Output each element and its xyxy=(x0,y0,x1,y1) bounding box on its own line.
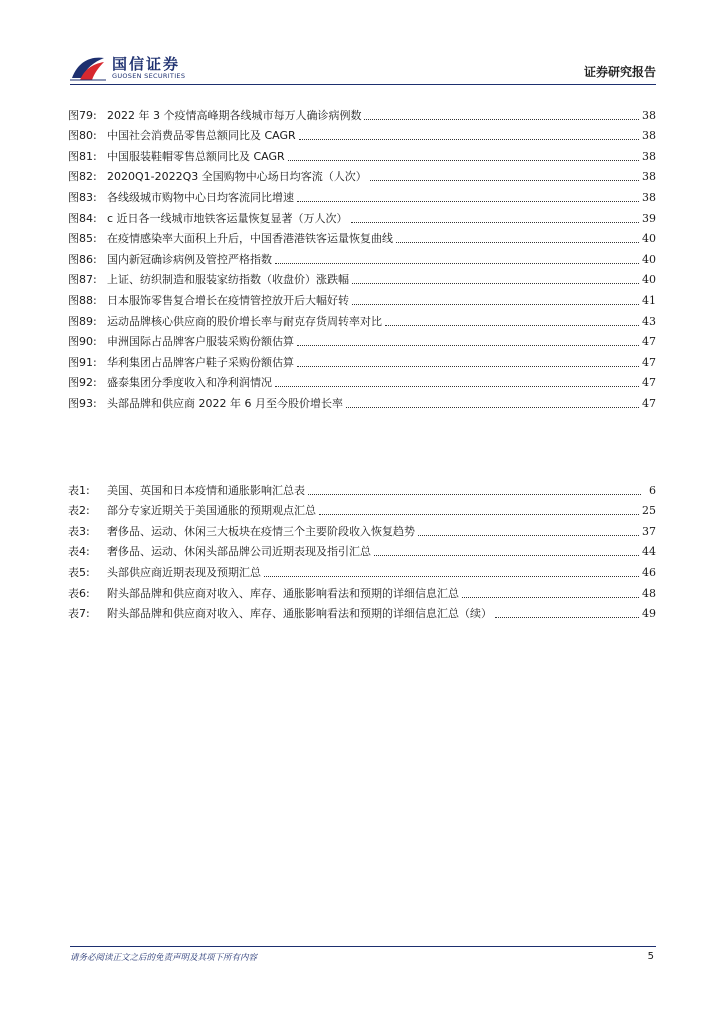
toc-entry-title: 在疫情感染率大面积上升后，中国香港港铁客运量恢复曲线 xyxy=(107,232,393,246)
header-divider xyxy=(70,84,656,85)
toc-entry-page: 47 xyxy=(642,355,656,369)
toc-entry-label: 图80: xyxy=(68,129,97,143)
figure-index xyxy=(68,102,656,411)
toc-entry-title: c 近日各一线城市地铁客运量恢复显著（万人次） xyxy=(107,211,348,225)
toc-entry-page: 38 xyxy=(642,129,656,143)
toc-entry-page: 40 xyxy=(642,252,656,266)
figure-toc-row[interactable] xyxy=(68,267,656,288)
toc-entry-title: 中国服装鞋帽零售总额同比及 CAGR xyxy=(107,149,285,163)
toc-entry-title: 附头部品牌和供应商对收入、库存、通胀影响看法和预期的详细信息汇总 xyxy=(107,586,459,600)
toc-leader-dots xyxy=(352,304,639,305)
table-toc-row[interactable] xyxy=(68,559,656,580)
toc-entry-title: 部分专家近期关于美国通胀的预期观点汇总 xyxy=(107,504,316,518)
figure-toc-row[interactable] xyxy=(68,287,656,308)
toc-leader-dots xyxy=(396,242,639,243)
figure-toc-row[interactable] xyxy=(68,102,656,123)
toc-leader-dots xyxy=(275,386,639,387)
toc-entry-label: 表3: xyxy=(68,524,90,538)
toc-leader-dots xyxy=(297,201,639,202)
toc-entry-title: 国内新冠确诊病例及管控严格指数 xyxy=(107,252,272,266)
toc-entry-title: 申洲国际占品牌客户服装采购份额估算 xyxy=(107,335,294,349)
logo-name-cn: 国信证券 xyxy=(112,55,181,73)
toc-leader-dots xyxy=(364,119,639,120)
figure-toc-row[interactable] xyxy=(68,164,656,185)
toc-entry-page: 40 xyxy=(642,232,656,246)
logo-name-en: GUOSEN SECURITIES xyxy=(112,72,186,80)
toc-entry-title: 各线级城市购物中心日均客流同比增速 xyxy=(107,190,294,204)
toc-entry-title: 头部供应商近期表现及预期汇总 xyxy=(107,565,261,579)
toc-entry-label: 图83: xyxy=(68,190,97,204)
toc-entry-label: 图85: xyxy=(68,232,97,246)
table-index xyxy=(68,477,656,621)
toc-entry-page: 6 xyxy=(649,483,656,497)
toc-entry-label: 表4: xyxy=(68,545,90,559)
toc-leader-dots xyxy=(297,366,639,367)
figure-toc-row[interactable] xyxy=(68,349,656,370)
toc-entry-page: 38 xyxy=(642,170,656,184)
toc-leader-dots xyxy=(462,597,639,598)
document-type-label: 证券研究报告 xyxy=(583,65,656,79)
page-number: 5 xyxy=(647,951,654,962)
toc-entry-title: 美国、英国和日本疫情和通胀影响汇总表 xyxy=(107,483,305,497)
toc-entry-title: 华利集团占品牌客户鞋子采购份额估算 xyxy=(107,355,294,369)
toc-leader-dots xyxy=(418,535,639,536)
toc-leader-dots xyxy=(374,555,639,556)
toc-entry-page: 44 xyxy=(642,545,656,559)
toc-entry-page: 40 xyxy=(642,273,656,287)
table-toc-row[interactable] xyxy=(68,539,656,560)
toc-leader-dots xyxy=(288,160,639,161)
toc-leader-dots xyxy=(370,180,639,181)
toc-entry-page: 39 xyxy=(642,211,656,225)
toc-entry-title: 2020Q1-2022Q3 全国购物中心场日均客流（人次） xyxy=(107,170,367,184)
figure-toc-row[interactable] xyxy=(68,390,656,411)
toc-entry-page: 38 xyxy=(642,149,656,163)
figure-toc-row[interactable] xyxy=(68,226,656,247)
toc-entry-page: 47 xyxy=(642,335,656,349)
toc-entry-title: 奢侈品、运动、休闲头部品牌公司近期表现及指引汇总 xyxy=(107,545,371,559)
toc-entry-title: 运动品牌核心供应商的股价增长率与耐克存货周转率对比 xyxy=(107,314,382,328)
guosen-logo-icon xyxy=(70,52,106,82)
toc-entry-label: 图92: xyxy=(68,376,97,390)
toc-entry-label: 图93: xyxy=(68,396,97,410)
toc-entry-label: 表6: xyxy=(68,586,90,600)
toc-entry-title: 附头部品牌和供应商对收入、库存、通胀影响看法和预期的详细信息汇总（续） xyxy=(107,607,492,621)
toc-leader-dots xyxy=(264,576,639,577)
toc-leader-dots xyxy=(308,494,641,495)
figure-toc-row[interactable] xyxy=(68,205,656,226)
footer-disclaimer: 请务必阅读正文之后的免责声明及其项下所有内容 xyxy=(70,953,258,963)
toc-entry-title: 奢侈品、运动、休闲三大板块在疫情三个主要阶段收入恢复趋势 xyxy=(107,524,415,538)
toc-entry-label: 图84: xyxy=(68,211,97,225)
toc-entry-page: 48 xyxy=(642,586,656,600)
toc-entry-label: 图89: xyxy=(68,314,97,328)
toc-entry-title: 头部品牌和供应商 2022 年 6 月至今股价增长率 xyxy=(107,396,343,410)
toc-leader-dots xyxy=(352,283,639,284)
toc-leader-dots xyxy=(385,325,639,326)
toc-entry-page: 41 xyxy=(642,293,656,307)
toc-entry-page: 37 xyxy=(642,524,656,538)
toc-leader-dots xyxy=(346,407,639,408)
toc-leader-dots xyxy=(297,345,639,346)
toc-leader-dots xyxy=(495,617,639,618)
toc-entry-label: 图91: xyxy=(68,355,97,369)
toc-entry-label: 图88: xyxy=(68,293,97,307)
footer-divider xyxy=(70,946,656,947)
table-toc-row[interactable] xyxy=(68,477,656,498)
toc-leader-dots xyxy=(351,222,639,223)
toc-entry-title: 上证、纺织制造和服装家纺指数（收盘价）涨跌幅 xyxy=(107,273,349,287)
toc-entry-label: 图82: xyxy=(68,170,97,184)
toc-entry-label: 图87: xyxy=(68,273,97,287)
toc-entry-page: 25 xyxy=(642,504,656,518)
toc-entry-label: 表5: xyxy=(68,565,90,579)
toc-entry-page: 38 xyxy=(642,190,656,204)
toc-entry-title: 盛泰集团分季度收入和净利润情况 xyxy=(107,376,272,390)
toc-entry-label: 表7: xyxy=(68,607,90,621)
toc-entry-label: 图79: xyxy=(68,108,97,122)
figure-toc-row[interactable] xyxy=(68,308,656,329)
page-header xyxy=(0,0,724,86)
figure-toc-row[interactable] xyxy=(68,370,656,391)
toc-entry-page: 49 xyxy=(642,607,656,621)
toc-entry-title: 中国社会消费品零售总额同比及 CAGR xyxy=(107,129,296,143)
toc-entry-page: 38 xyxy=(642,108,656,122)
toc-entry-label: 表2: xyxy=(68,504,90,518)
toc-entry-page: 46 xyxy=(642,565,656,579)
toc-entry-page: 43 xyxy=(642,314,656,328)
table-toc-row[interactable] xyxy=(68,498,656,519)
table-toc-row[interactable] xyxy=(68,601,656,622)
figure-toc-row[interactable] xyxy=(68,329,656,350)
toc-entry-page: 47 xyxy=(642,396,656,410)
table-toc-row[interactable] xyxy=(68,580,656,601)
toc-entry-label: 图86: xyxy=(68,252,97,266)
figure-toc-row[interactable] xyxy=(68,123,656,144)
toc-leader-dots xyxy=(319,514,639,515)
toc-entry-page: 47 xyxy=(642,376,656,390)
figure-toc-row[interactable] xyxy=(68,143,656,164)
figure-toc-row[interactable] xyxy=(68,184,656,205)
toc-leader-dots xyxy=(299,139,639,140)
toc-leader-dots xyxy=(275,263,639,264)
toc-entry-label: 图90: xyxy=(68,335,97,349)
toc-entry-title: 2022 年 3 个疫情高峰期各线城市每万人确诊病例数 xyxy=(107,108,362,122)
toc-entry-label: 表1: xyxy=(68,483,90,497)
figure-toc-row[interactable] xyxy=(68,246,656,267)
table-toc-row[interactable] xyxy=(68,518,656,539)
toc-entry-title: 日本服饰零售复合增长在疫情管控放开后大幅好转 xyxy=(107,293,349,307)
toc-entry-label: 图81: xyxy=(68,149,97,163)
